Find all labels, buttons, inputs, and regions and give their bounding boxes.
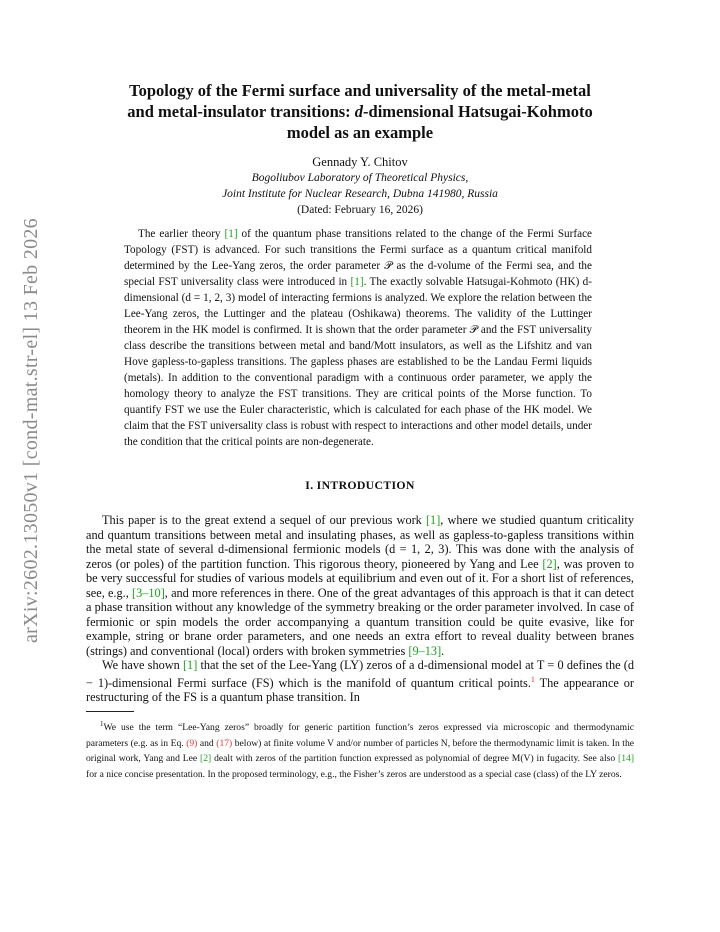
- para1-text-3: , was proven to be very successful for studies of various models at equilibrium and even out of it. For a short list of references, see, e.g.,: [86, 556, 634, 600]
- intro-paragraph-1: [86, 513, 634, 658]
- para1-text-2: , where we studied quantum criticality and quantum transitions between metal and insulating phases, as well as gapless-to-gapless transitions within the metal state of several d-dimensional fermionic models (d = 1, 2, 3). This was done with the analysis of zeros (or poles) of the partition function. This rigorous theory, pioneered by Yang and Lee: [86, 513, 634, 571]
- abstract-text-2: of the quantum phase transitions related to the change of the Fermi Surface Topology (FST) is advanced. For such transitions the Fermi surface as a quantum critical manifold determined by the Lee-Yang zeros, the order parameter 𝒫 as the d-volume of the Fermi sea, and the special FST universality class were introduced in: [124, 228, 592, 288]
- footnote-text-3: below) at finite volume V and/or number of particles N, before the thermodynamic limit is taken. In the original work, Yang and Lee: [86, 737, 634, 765]
- citation-link[interactable]: [1]: [350, 276, 364, 288]
- footnote-text-5: for a nice concise presentation. In the proposed terminology, e.g., the Fisher’s zeros are understood as a special case (class) of the LY zeros.: [86, 769, 622, 781]
- para2-text-3: The appearance or restructuring of the FS is a quantum phase transition. In: [86, 675, 634, 705]
- paper-title: [86, 80, 634, 143]
- para1-text-5: .: [441, 643, 445, 658]
- intro-paragraph-2: [86, 658, 634, 705]
- equation-link[interactable]: (17): [216, 737, 233, 749]
- abstract: [124, 226, 592, 450]
- footnote-text-4: dealt with zeros of the partition function expressed as polynomial of degree M(V) in fugacity. See also: [211, 753, 619, 765]
- abstract-text-3: . The exactly solvable Hatsugai-Kohmoto (HK) d-dimensional (d = 1, 2, 3) model of interacting fermions is analyzed. We explore the relation between the Lee-Yang zeros, the Luttinger and the plateau (Oshikawa) theorems. The validity of the Luttinger theorem in the HK model is confirmed. It is shown that the order parameter 𝒫 and the FST universality class describe the transitions between metal and band/Mott insulators, as well as the Lifshitz and van Hove gapless-to-gapless transitions. The gapless phases are established to be the Landau Fermi liquids (metals). In addition to the conventional paradigm with a continuous order parameter, we apply the homology theory to analyze the FST transitions. They are critical points of the Morse function. To quantify FST we use the Euler characteristic, which is calculated for each phase of the HK model. We claim that the FST universality class is robust with respect to interactions and other model details, under the condition that the critical points are non-degenerate.: [124, 276, 592, 448]
- title-line-2c: -dimensional Hatsugai-Kohmoto: [363, 102, 593, 121]
- abstract-text-1: The earlier theory: [138, 228, 225, 240]
- author-name: Gennady Y. Chitov: [312, 155, 408, 169]
- citation-link[interactable]: [1]: [182, 658, 198, 672]
- citation-link[interactable]: [3–10]: [132, 585, 165, 600]
- title-line-1: Topology of the Fermi surface and universality of the metal-metal: [129, 81, 591, 100]
- title-d: d: [354, 102, 364, 121]
- para1-text-4: , and more references in there. One of the great advantages of this approach is that it can detect a phase transition without any knowledge of the symmetry breaking or the order parameter involved. In case of fermionic or spin models the order accompanying a quantum transition could be quite evasive, like for example, string or brane order parameters, and one needs an extra effort to reveal duality between branes (strings) and conventional (local) orders with broken symmetries: [86, 585, 634, 658]
- para1-text-1: This paper is to the great extend a sequel of our previous work: [102, 513, 426, 527]
- citation-link[interactable]: [1]: [425, 513, 441, 527]
- section-heading-introduction: I. INTRODUCTION: [305, 478, 415, 492]
- date-line: (Dated: February 16, 2026): [297, 204, 423, 216]
- footnote-1: [86, 717, 634, 783]
- citation-link[interactable]: [2]: [200, 753, 212, 765]
- para2-text-2: that the set of the Lee-Yang (LY) zeros of a d-dimensional model at T = 0 defines the (d − 1)-dimensional Fermi surface (FS) which is the manifold of quantum critical points.: [86, 658, 634, 690]
- footnote-text-2: and: [197, 737, 217, 749]
- affiliation-line-2: Joint Institute for Nuclear Research, Dubna 141980, Russia: [222, 188, 498, 200]
- footnote-marker-link[interactable]: 1: [530, 674, 535, 684]
- footnote-text-1: We use the term “Lee-Yang zeros” broadly for generic partition function’s zeros expressed via microscopic and thermodynamic parameters (e.g. as in Eq.: [86, 721, 634, 749]
- title-line-3: model as an example: [286, 123, 434, 142]
- citation-link[interactable]: [1]: [224, 228, 238, 240]
- paper-page: [86, 80, 634, 783]
- footnote-divider: [86, 711, 134, 712]
- para2-text-1: We have shown: [102, 658, 183, 672]
- footnote-number: 1: [100, 719, 104, 728]
- affiliation-line-1: Bogoliubov Laboratory of Theoretical Physics,: [251, 172, 469, 184]
- citation-link[interactable]: [14]: [618, 753, 635, 765]
- arxiv-identifier: arXiv:2602.13050v1 [cond-mat.str-el] 13 Feb 2026: [20, 218, 42, 644]
- title-line-2a: and metal-insulator transitions:: [127, 102, 355, 121]
- citation-link[interactable]: [2]: [542, 556, 557, 571]
- citation-link[interactable]: [9–13]: [408, 643, 442, 658]
- equation-link[interactable]: (9): [186, 737, 198, 749]
